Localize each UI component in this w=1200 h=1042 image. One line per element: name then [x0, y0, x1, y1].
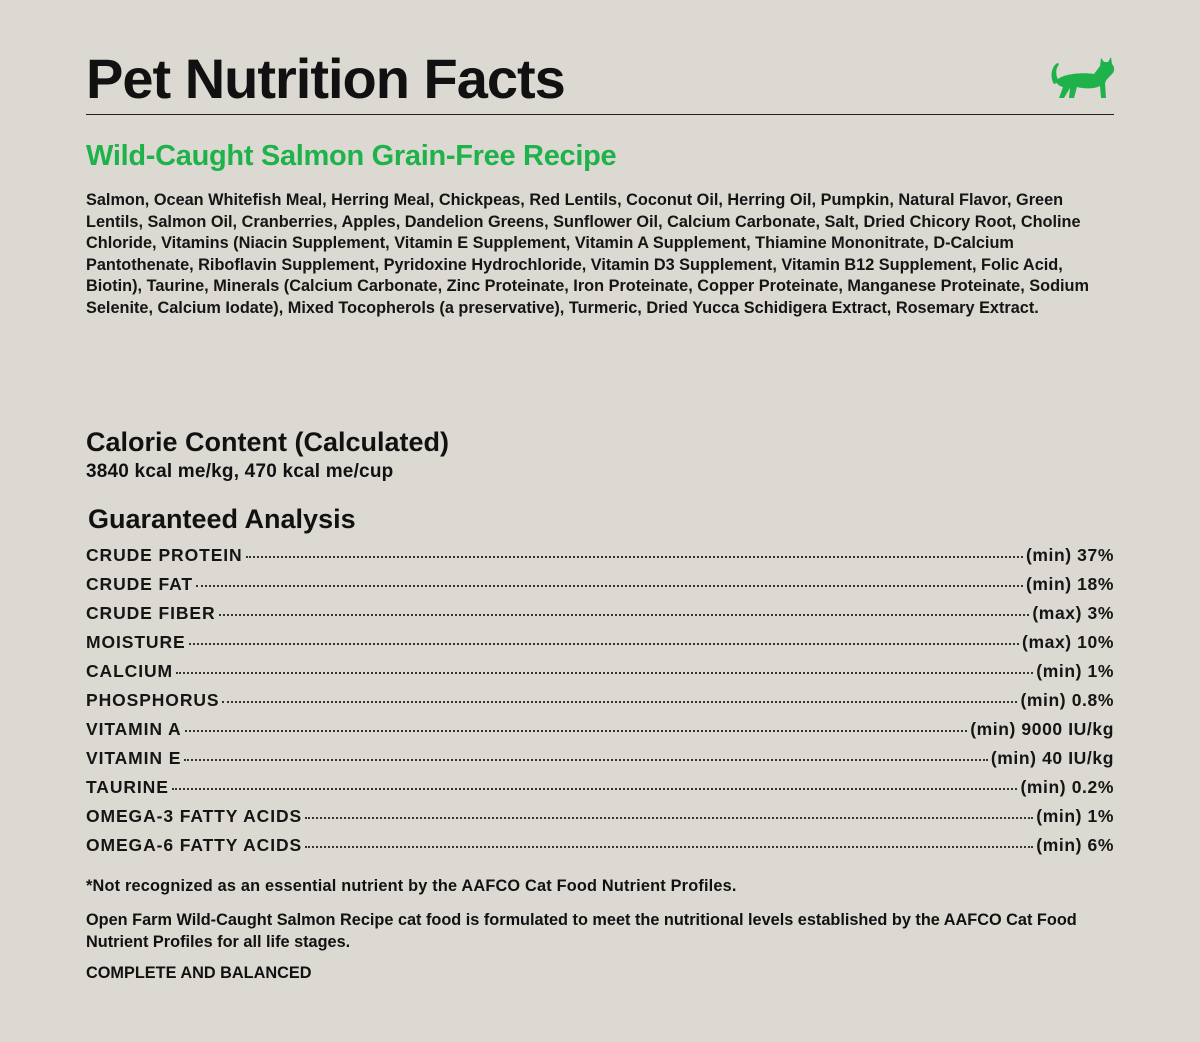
page-title: Pet Nutrition Facts	[86, 47, 565, 110]
nutrient-name: OMEGA-3 FATTY ACIDS	[86, 806, 303, 826]
analysis-row-vitamin-e	[86, 744, 1114, 773]
dot-leader	[305, 846, 1033, 848]
guaranteed-analysis-title: Guaranteed Analysis	[88, 504, 356, 534]
nutrient-name: VITAMIN E	[86, 748, 182, 768]
analysis-row-crude-protein	[86, 541, 1114, 570]
dot-leader	[305, 817, 1033, 819]
dot-leader	[172, 788, 1018, 790]
header	[86, 48, 1114, 115]
dot-leader	[196, 585, 1023, 587]
dot-leader	[176, 672, 1033, 674]
nutrient-name: TAURINE	[86, 777, 169, 797]
dot-leader	[184, 759, 988, 761]
calorie-value: 3840 kcal me/kg, 470 kcal me/cup	[86, 461, 394, 482]
nutrient-name: CALCIUM	[86, 661, 173, 681]
nutrient-name: CRUDE FIBER	[86, 603, 216, 623]
aafco-footnote: *Not recognized as an essential nutrient by the AAFCO Cat Food Nutrient Profiles.	[86, 877, 737, 895]
nutrient-value: (max) 10%	[1022, 632, 1114, 652]
cat-icon	[1048, 50, 1118, 102]
aafco-statement: Open Farm Wild-Caught Salmon Recipe cat food is formulated to meet the nutritional levels established by the AAFCO Cat Food Nutrient Profiles for all life stages.	[86, 911, 1077, 951]
nutrient-value: (min) 40 IU/kg	[990, 748, 1114, 768]
nutrient-value: (min) 6%	[1036, 835, 1114, 855]
analysis-row-vitamin-a	[86, 715, 1114, 744]
analysis-row-moisture	[86, 628, 1114, 657]
analysis-row-omega-3	[86, 802, 1114, 831]
analysis-row-crude-fiber	[86, 599, 1114, 628]
ingredients-list: Salmon, Ocean Whitefish Meal, Herring Meal, Chickpeas, Red Lentils, Coconut Oil, Herring Oil, Pumpkin, Natural Flavor, Green Lentils, Salmon Oil, Cranberries, Apples, Dandelion Greens, Sunflower Oil, Calcium Carbonate, Salt, Dried Chicory Root, Choline Chloride, Vitamins (Niacin Supplement, Vitamin E Supplement, Vitamin A Supplement, Thiamine Mononitrate, D-Calcium Pantothenate, Riboflavin Supplement, Pyridoxine Hydrochloride, Vitamin D3 Supplement, Vitamin B12 Supplement, Folic Acid, Biotin), Taurine, Minerals (Calcium Carbonate, Zinc Proteinate, Iron Proteinate, Copper Proteinate, Manganese Proteinate, Sodium Selenite, Calcium Iodate), Mixed Tocopherols (a preservative), Turmeric, Dried Yucca Schidigera Extract, Rosemary Extract.	[86, 191, 1089, 317]
analysis-row-crude-fat	[86, 570, 1114, 599]
analysis-row-calcium	[86, 657, 1114, 686]
nutrient-name: CRUDE FAT	[86, 574, 193, 594]
dot-leader	[185, 730, 968, 732]
calorie-title: Calorie Content (Calculated)	[86, 427, 450, 457]
nutrient-value: (min) 37%	[1025, 545, 1114, 565]
nutrient-value: (min) 0.2%	[1020, 777, 1114, 797]
nutrient-name: MOISTURE	[86, 632, 186, 652]
nutrient-value: (min) 1%	[1036, 806, 1114, 826]
complete-balanced-label: COMPLETE AND BALANCED	[86, 964, 312, 982]
dot-leader	[189, 643, 1019, 645]
analysis-row-taurine	[86, 773, 1114, 802]
nutrient-value: (min) 18%	[1025, 574, 1114, 594]
nutrient-value: (min) 0.8%	[1020, 690, 1114, 710]
dot-leader	[222, 701, 1017, 703]
analysis-row-omega-6	[86, 831, 1114, 860]
nutrient-name: OMEGA-6 FATTY ACIDS	[86, 835, 303, 855]
dot-leader	[246, 556, 1023, 558]
nutrient-value: (min) 9000 IU/kg	[970, 719, 1114, 739]
nutrient-value: (max) 3%	[1032, 603, 1114, 623]
nutrient-name: PHOSPHORUS	[86, 690, 220, 710]
nutrient-name: VITAMIN A	[86, 719, 182, 739]
nutrient-value: (min) 1%	[1036, 661, 1114, 681]
guaranteed-analysis-table	[86, 541, 1114, 860]
dot-leader	[219, 614, 1030, 616]
nutrient-name: CRUDE PROTEIN	[86, 545, 243, 565]
analysis-row-phosphorus	[86, 686, 1114, 715]
recipe-name: Wild-Caught Salmon Grain-Free Recipe	[86, 140, 617, 172]
